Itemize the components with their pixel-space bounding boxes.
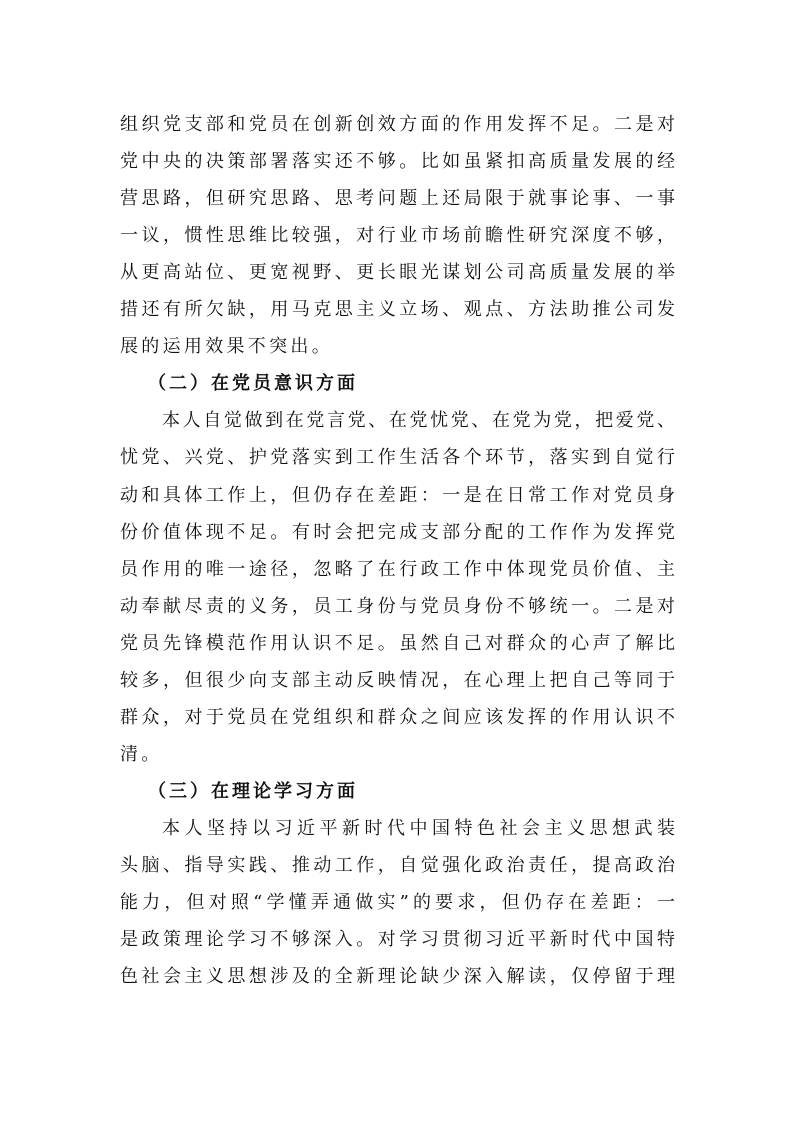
paragraph-2-line: 忧党、兴党、护党落实到工作生活各个环节，落实到自觉行 — [120, 447, 677, 469]
paragraph-1-line: 从更高站位、更宽视野、更长眼光谋划公司高质量发展的举 — [120, 262, 677, 284]
paragraph-1-line: 党中央的决策部署落实还不够。比如虽紧扣高质量发展的经 — [120, 151, 677, 173]
paragraph-2-line: 份价值体现不足。有时会把完成支部分配的工作作为发挥党 — [120, 521, 677, 543]
paragraph-2-line: 本人自觉做到在党言党、在党忧党、在党为党，把爱党、 — [162, 410, 677, 432]
paragraph-2-line: 党员先锋模范作用认识不足。虽然自己对群众的心声了解比 — [120, 632, 677, 654]
paragraph-2-line: 较多，但很少向支部主动反映情况，在心理上把自己等同于 — [120, 669, 677, 691]
paragraph-2-line: 清。 — [120, 743, 163, 765]
paragraph-1-line: 组织党支部和党员在创新创效方面的作用发挥不足。二是对 — [120, 114, 677, 135]
paragraph-2-line: 群众，对于党员在党组织和群众之间应该发挥的作用认识不 — [120, 706, 677, 728]
paragraph-1-line: 营思路，但研究思路、思考问题上还局限于就事论事、一事 — [120, 188, 677, 210]
paragraph-3-line: 是政策理论学习不够深入。对学习贯彻习近平新时代中国特 — [120, 929, 677, 951]
paragraph-3-line: 本人坚持以习近平新时代中国特色社会主义思想武装 — [162, 817, 677, 839]
section-heading-3: （三）在理论学习方面 — [148, 780, 358, 802]
paragraph-2-line: 员作用的唯一途径，忽略了在行政工作中体现党员价值、主 — [120, 558, 677, 580]
paragraph-3-line: 色社会主义思想涉及的全新理论缺少深入解读，仅停留于理 — [120, 966, 677, 988]
paragraph-2-line: 动奉献尽责的义务，员工身份与党员身份不够统一。二是对 — [120, 595, 677, 617]
paragraph-3-line: 能力，但对照“学懂弄通做实”的要求，但仍存在差距：一 — [120, 892, 677, 914]
paragraph-1-line: 展的运用效果不突出。 — [120, 336, 333, 358]
paragraph-2-line: 动和具体工作上，但仍存在差距：一是在日常工作对党员身 — [120, 484, 677, 506]
paragraph-1-line: 一议，惯性思维比较强，对行业市场前瞻性研究深度不够， — [120, 225, 677, 247]
section-heading-2: （二）在党员意识方面 — [148, 373, 358, 395]
paragraph-3-line: 头脑、指导实践、推动工作，自觉强化政治责任，提高政治 — [120, 855, 677, 876]
paragraph-1-line: 措还有所欠缺，用马克思主义立场、观点、方法助推公司发 — [120, 299, 677, 321]
